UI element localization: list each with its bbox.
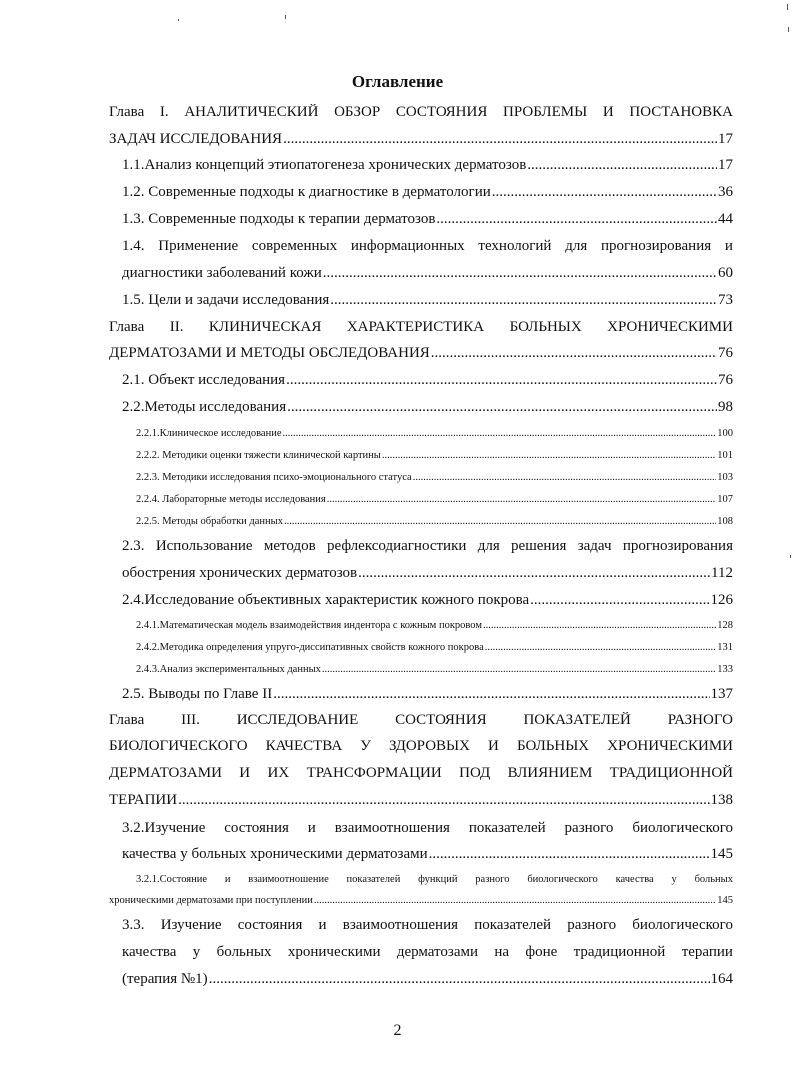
toc-word: БОЛЬНЫХ	[516, 738, 590, 754]
toc-word: Использование	[155, 538, 253, 554]
toc-word: ПОКАЗАТЕЛЕЙ	[523, 712, 631, 728]
toc-word: и	[318, 917, 327, 933]
toc-word: у	[192, 944, 201, 960]
toc-subsection-3-2-1[interactable]	[109, 895, 733, 911]
toc-leader	[492, 184, 717, 201]
toc-word: разного	[564, 820, 614, 836]
toc-label: диагностики заболеваний кожи	[122, 265, 322, 281]
toc-page-number: 131	[717, 642, 733, 653]
toc-label: (терапия №1)	[122, 971, 208, 987]
toc-word: биологического	[632, 820, 733, 836]
toc-subsection-2-2-3[interactable]	[136, 472, 733, 488]
toc-word: Глава	[109, 712, 145, 728]
scan-speck	[787, 4, 788, 10]
toc-leader	[327, 494, 717, 505]
toc-page-number: 112	[711, 565, 733, 581]
toc-page-number: 44	[718, 211, 733, 227]
toc-page-number: 164	[710, 971, 733, 987]
toc-leader	[178, 792, 709, 809]
toc-word: и	[724, 238, 733, 254]
toc-word: ИССЛЕДОВАНИЕ	[236, 712, 359, 728]
toc-section-2-3[interactable]	[122, 565, 733, 587]
toc-subsection-2-2-4[interactable]	[136, 494, 733, 510]
toc-leader	[283, 428, 717, 439]
toc-word: современных	[251, 238, 338, 254]
toc-page-number: 133	[717, 664, 733, 675]
toc-page-number: 36	[718, 184, 733, 200]
toc-label: 1.5. Цели и задачи исследования	[122, 292, 330, 308]
toc-word: Глава	[109, 104, 145, 120]
toc-leader	[209, 971, 710, 988]
toc-word: состояния	[237, 917, 303, 933]
toc-chapter-2[interactable]	[109, 345, 733, 367]
scan-speck	[178, 19, 179, 21]
toc-word: АНАЛИТИЧЕСКИЙ	[184, 104, 319, 120]
toc-word: Изучение	[160, 917, 222, 933]
toc-section-3-2-line-1[interactable]	[122, 820, 733, 842]
toc-word: и	[307, 820, 316, 836]
toc-word: И	[239, 765, 251, 781]
toc-label: 2.2.3. Методики исследования психо-эмоционального статуса	[136, 472, 412, 483]
toc-label: 1.3. Современные подходы к терапии дерматозов	[122, 211, 436, 227]
toc-section-3-3-line-1[interactable]	[122, 917, 733, 939]
scan-speck	[285, 15, 286, 19]
toc-word: взаимоотношение	[248, 874, 329, 885]
toc-word: И	[602, 104, 614, 120]
toc-chapter-3-line-3[interactable]	[109, 765, 733, 787]
toc-word: разного	[475, 874, 510, 885]
scan-speck	[790, 555, 791, 558]
toc-word: дерматозами	[396, 944, 479, 960]
toc-word: решения	[511, 538, 567, 554]
toc-word: прогнозирования	[600, 238, 712, 254]
toc-word: КЛИНИЧЕСКАЯ	[208, 319, 322, 335]
toc-word: традиционной	[573, 944, 666, 960]
toc-section-1-1[interactable]	[122, 157, 733, 179]
toc-leader	[527, 157, 717, 174]
toc-leader	[382, 450, 716, 461]
toc-chapter-3[interactable]	[109, 792, 733, 814]
toc-section-1-5[interactable]	[122, 292, 733, 314]
toc-section-2-1[interactable]	[122, 372, 733, 394]
toc-word: Глава	[109, 319, 145, 335]
toc-section-3-3[interactable]	[122, 971, 733, 993]
toc-leader	[413, 472, 717, 483]
toc-word: взаимоотношения	[334, 820, 450, 836]
toc-page-number: 128	[717, 620, 733, 631]
toc-word: СОСТОЯНИЯ	[395, 712, 487, 728]
toc-page-number: 17	[718, 131, 733, 147]
toc-title: Оглавление	[351, 72, 444, 91]
toc-subsection-2-4-1[interactable]	[136, 620, 733, 636]
toc-word: И	[488, 738, 499, 754]
toc-label: ДЕРМАТОЗАМИ И МЕТОДЫ ОБСЛЕДОВАНИЯ	[109, 345, 430, 361]
toc-word: ПРОБЛЕМЫ	[503, 104, 588, 120]
toc-word: БОЛЬНЫХ	[509, 319, 582, 335]
toc-label: 2.4.3.Анализ экспериментальных данных	[136, 664, 321, 675]
toc-word: разного	[567, 917, 617, 933]
toc-word: биологического	[632, 917, 733, 933]
toc-chapter-1-line-1[interactable]	[109, 104, 733, 126]
toc-label: 2.2.2. Методики оценки тяжести клинической картины	[136, 450, 381, 461]
toc-leader	[429, 846, 710, 863]
toc-leader	[314, 895, 716, 906]
toc-chapter-3-line-1[interactable]	[109, 712, 733, 734]
toc-subsection-2-2-1[interactable]	[136, 428, 733, 444]
toc-page-number: 138	[710, 792, 733, 808]
toc-section-1-4-line-1[interactable]	[122, 238, 733, 260]
page-number: 2	[393, 1022, 402, 1039]
toc-word: 3.3.	[122, 917, 145, 933]
toc-leader	[284, 516, 716, 527]
toc-leader	[431, 345, 717, 362]
toc-subsection-2-2-5[interactable]	[136, 516, 733, 532]
toc-chapter-3-line-2[interactable]	[109, 738, 733, 760]
toc-label: 2.2.Методы исследования	[122, 399, 287, 415]
toc-word: ПОСТАНОВКА	[629, 104, 733, 120]
toc-word: терапии	[681, 944, 733, 960]
toc-page-number: 137	[710, 686, 733, 702]
toc-label: 2.2.1.Клиническое исследование	[136, 428, 282, 439]
toc-word: У	[360, 738, 371, 754]
toc-label: 2.4.2.Методика определения упруго-диссипативных свойств кожного покрова	[136, 642, 484, 653]
toc-page-number: 17	[718, 157, 733, 173]
toc-section-2-2[interactable]	[122, 399, 733, 421]
toc-leader	[330, 292, 717, 309]
toc-word: ХРОНИЧЕСКИМИ	[607, 738, 733, 754]
toc-word: ХРОНИЧЕСКИМИ	[607, 319, 733, 335]
toc-label: 2.2.5. Методы обработки данных	[136, 516, 283, 527]
toc-leader	[485, 642, 716, 653]
toc-word: биологического	[527, 874, 598, 885]
toc-page-number: 76	[718, 345, 733, 361]
toc-section-2-5[interactable]	[122, 686, 733, 708]
toc-label: 2.5. Выводы по Главе II	[122, 686, 273, 702]
toc-leader	[358, 565, 710, 582]
toc-word: Применение	[158, 238, 239, 254]
toc-word: ТРАНСФОРМАЦИИ	[306, 765, 442, 781]
toc-word: показателей	[346, 874, 401, 885]
toc-section-1-3[interactable]	[122, 211, 733, 233]
toc-word: прогнозирования	[622, 538, 733, 554]
toc-leader	[283, 131, 717, 148]
toc-word: для	[477, 538, 500, 554]
toc-section-3-3-line-2[interactable]	[122, 944, 733, 966]
toc-word: фоне	[525, 944, 558, 960]
toc-word: БИОЛОГИЧЕСКОГО	[109, 738, 248, 754]
toc-word: I.	[159, 104, 169, 120]
toc-word: 2.3.	[122, 538, 145, 554]
toc-leader	[273, 686, 709, 703]
toc-leader	[323, 265, 717, 282]
toc-leader	[436, 211, 717, 228]
toc-word: III.	[181, 712, 200, 728]
toc-subsection-2-4-2[interactable]	[136, 642, 733, 658]
toc-section-1-2[interactable]	[122, 184, 733, 206]
toc-word: 3.2.1.Состояние	[136, 874, 208, 885]
toc-leader	[322, 664, 716, 675]
scan-speck	[788, 27, 789, 32]
toc-word: рефлексодиагностики	[326, 538, 467, 554]
toc-chapter-2-line-1[interactable]	[109, 319, 733, 341]
toc-page-number: 100	[717, 428, 733, 439]
toc-page-number: 103	[717, 472, 733, 483]
toc-word: ДЕРМАТОЗАМИ	[109, 765, 222, 781]
toc-page-number: 145	[710, 846, 733, 862]
toc-subsection-2-4-3[interactable]	[136, 664, 733, 680]
toc-leader	[286, 372, 717, 389]
toc-section-2-4[interactable]	[122, 592, 733, 614]
toc-word: больных	[216, 944, 272, 960]
toc-label: 2.1. Объект исследования	[122, 372, 286, 388]
toc-page-number: 126	[710, 592, 733, 608]
toc-word: больных	[694, 874, 733, 885]
toc-word: взаимоотношения	[342, 917, 458, 933]
toc-page-number: 108	[717, 516, 733, 527]
toc-word: КАЧЕСТВА	[265, 738, 343, 754]
toc-word: ХАРАКТЕРИСТИКА	[346, 319, 485, 335]
toc-page-number: 98	[718, 399, 733, 415]
toc-word: показателей	[468, 820, 546, 836]
toc-label: ТЕРАПИИ	[109, 792, 178, 808]
toc-word: у	[671, 874, 677, 885]
toc-word: хроническими	[287, 944, 381, 960]
toc-label: качества у больных хроническими дерматозами	[122, 846, 428, 862]
toc-leader	[530, 592, 709, 609]
toc-label: 2.2.4. Лабораторные методы исследования	[136, 494, 326, 505]
toc-word: качества	[615, 874, 654, 885]
toc-page-number: 101	[717, 450, 733, 461]
toc-word: ИХ	[267, 765, 290, 781]
toc-leader	[483, 620, 716, 631]
toc-label: хроническими дерматозами при поступлении	[109, 895, 313, 906]
toc-label: 1.2. Современные подходы к диагностике в дерматологии	[122, 184, 491, 200]
toc-page-number: 60	[718, 265, 733, 281]
toc-word: для	[565, 238, 588, 254]
toc-word: задач	[577, 538, 612, 554]
toc-word: качества	[122, 944, 177, 960]
toc-chapter-1[interactable]	[109, 131, 733, 153]
toc-page-number: 73	[718, 292, 733, 308]
toc-subsection-3-2-1-line-1[interactable]	[136, 874, 733, 890]
toc-page-number: 145	[717, 895, 733, 906]
toc-word: информационных	[350, 238, 465, 254]
toc-word: СОСТОЯНИЯ	[395, 104, 488, 120]
toc-leader	[287, 399, 717, 416]
toc-word: ВЛИЯНИЕМ	[507, 765, 593, 781]
toc-page-number: 107	[717, 494, 733, 505]
toc-label: ЗАДАЧ ИССЛЕДОВАНИЯ	[109, 131, 283, 147]
toc-word: методов	[263, 538, 316, 554]
toc-label: 2.4.Исследование объективных характеристик кожного покрова	[122, 592, 530, 608]
toc-word: и	[224, 874, 231, 885]
toc-section-1-4[interactable]	[122, 265, 733, 287]
toc-word: показателей	[474, 917, 552, 933]
toc-word: ОБЗОР	[334, 104, 381, 120]
toc-subsection-2-2-2[interactable]	[136, 450, 733, 466]
toc-word: функций	[418, 874, 458, 885]
toc-page-number: 76	[718, 372, 733, 388]
toc-word: состояния	[224, 820, 289, 836]
toc-word: II.	[169, 319, 184, 335]
toc-word: 1.4.	[122, 238, 145, 254]
toc-section-2-3-line-1[interactable]	[122, 538, 733, 560]
toc-label: 2.4.1.Математическая модель взаимодействия индентора с кожным покровом	[136, 620, 483, 631]
toc-word: ПОД	[459, 765, 491, 781]
toc-word: на	[494, 944, 510, 960]
toc-label: 1.1.Анализ концепций этиопатогенеза хронических дерматозов	[122, 157, 527, 173]
toc-word: РАЗНОГО	[667, 712, 733, 728]
toc-label: обострения хронических дерматозов	[122, 565, 358, 581]
toc-section-3-2[interactable]	[122, 846, 733, 868]
toc-word: технологий	[478, 238, 552, 254]
toc-word: ЗДОРОВЫХ	[389, 738, 470, 754]
toc-word: ТРАДИЦИОННОЙ	[609, 765, 733, 781]
toc-word: 3.2.Изучение	[122, 820, 206, 836]
